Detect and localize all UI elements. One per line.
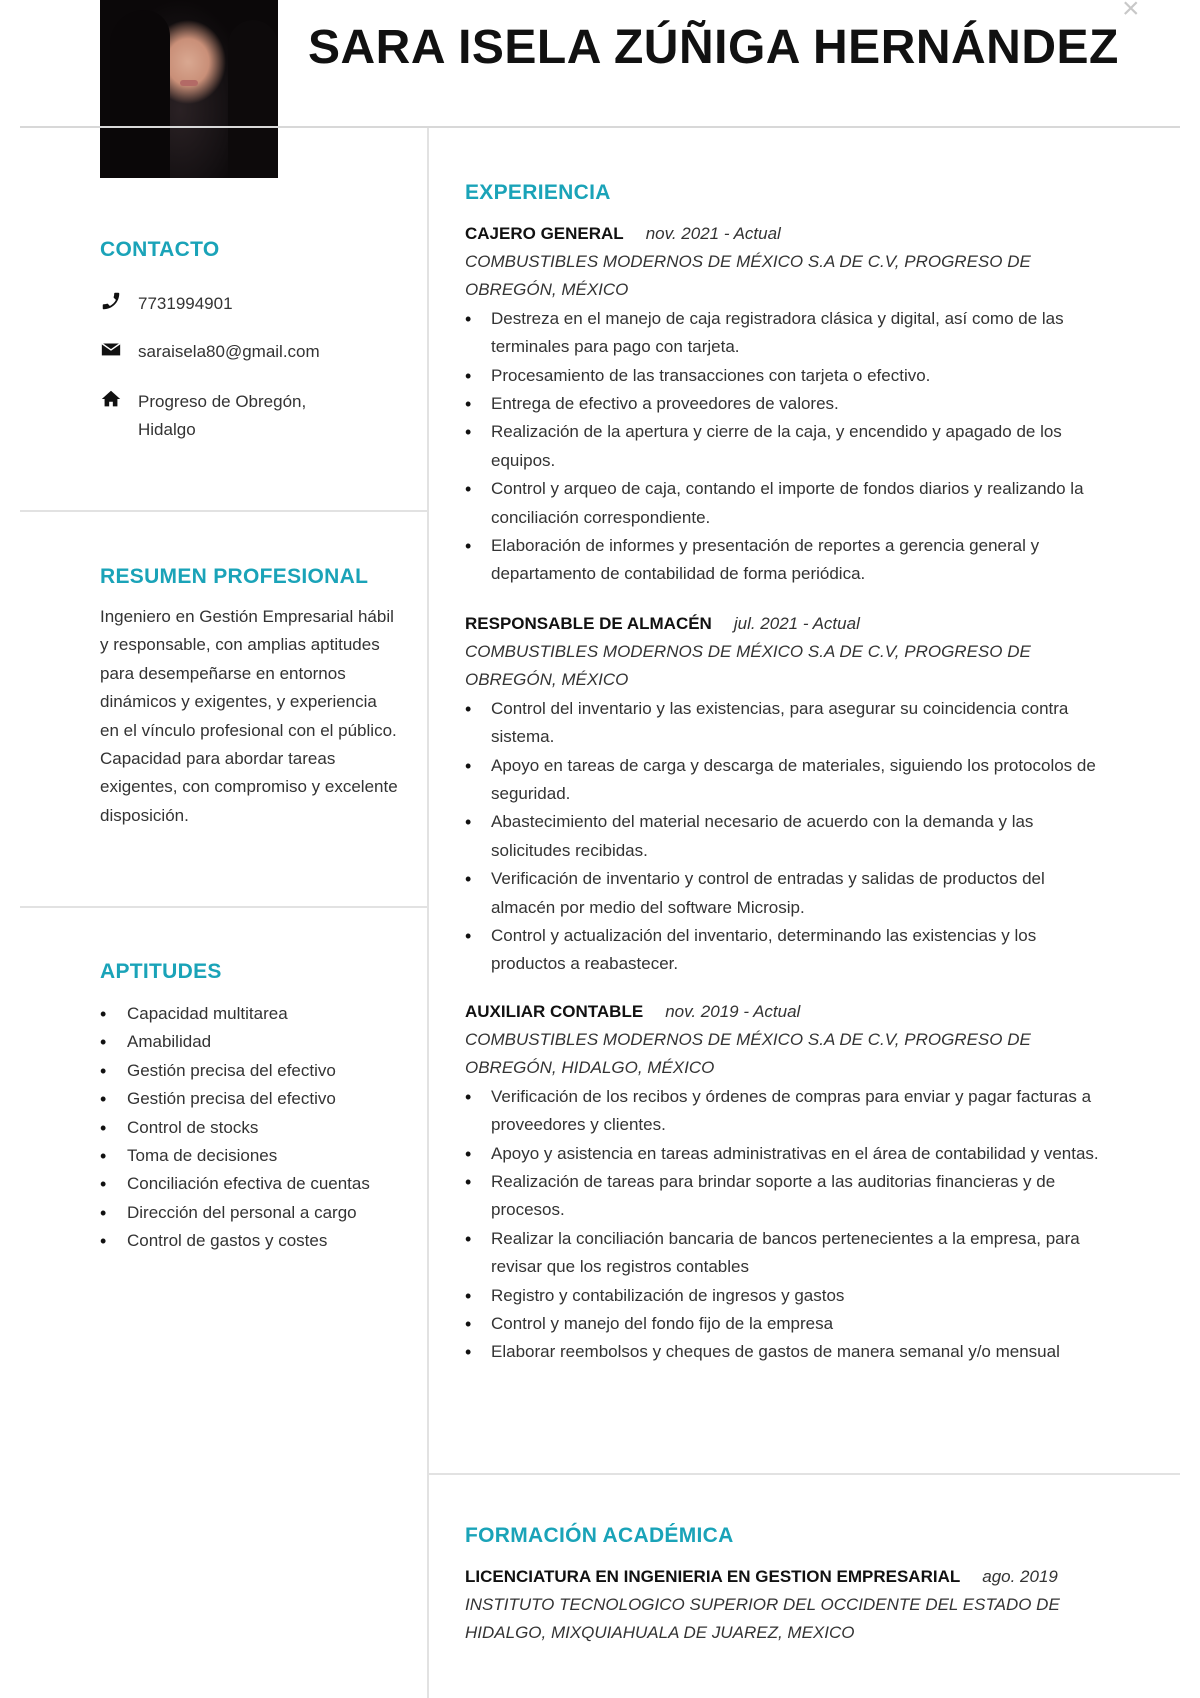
job-date: nov. 2021 - Actual — [645, 224, 781, 243]
list-item: • Elaboración de informes y presentación de reportes a gerencia general y departamento de contabilidad de forma periódica. — [465, 532, 1105, 589]
envelope-icon — [100, 338, 138, 366]
job-role: AUXILIAR CONTABLE — [465, 1002, 644, 1021]
column-divider — [427, 128, 429, 1698]
job-entry — [465, 998, 1105, 1367]
list-item: • Registro y contabilización de ingresos y gastos — [465, 1282, 1105, 1310]
email-address: saraisela80@gmail.com — [138, 342, 320, 361]
job-entry — [465, 610, 1105, 979]
job-entry — [465, 220, 1105, 589]
job-company: COMBUSTIBLES MODERNOS DE MÉXICO S.A DE C.V, PROGRESO DE OBREGÓN, MÉXICO — [465, 642, 1031, 690]
list-item: • Verificación de inventario y control de entradas y salidas de productos del almacén por medio del software Microsip. — [465, 865, 1105, 922]
list-item: • Verificación de los recibos y órdenes de compras para enviar y pagar facturas a proveedores y clientes. — [465, 1083, 1105, 1140]
summary-section-title: RESUMEN PROFESIONAL — [100, 565, 369, 588]
contact-email — [100, 338, 320, 366]
list-item: • Gestión precisa del efectivo — [100, 1057, 400, 1085]
job-date: nov. 2019 - Actual — [665, 1002, 801, 1021]
experience-section-title: EXPERIENCIA — [465, 181, 611, 204]
list-item: • Realización de la apertura y cierre de la caja, y encendido y apagado de los equipos. — [465, 418, 1105, 475]
job-date: jul. 2021 - Actual — [733, 614, 860, 633]
list-item: • Amabilidad — [100, 1028, 400, 1056]
contact-section-title: CONTACTO — [100, 238, 220, 261]
contact-phone — [100, 290, 233, 318]
job-company: COMBUSTIBLES MODERNOS DE MÉXICO S.A DE C.V, PROGRESO DE OBREGÓN, MÉXICO — [465, 252, 1031, 300]
skills-list — [100, 1000, 400, 1256]
section-divider — [429, 1473, 1180, 1475]
header-divider — [20, 126, 1180, 128]
list-item: • Dirección del personal a cargo — [100, 1199, 400, 1227]
list-item: • Control y arqueo de caja, contando el importe de fondos diarios y realizando la conciliación correspondiente. — [465, 475, 1105, 532]
job-company: COMBUSTIBLES MODERNOS DE MÉXICO S.A DE C.V, PROGRESO DE OBREGÓN, HIDALGO, MÉXICO — [465, 1030, 1031, 1078]
job-role: CAJERO GENERAL — [465, 224, 624, 243]
candidate-name: SARA ISELA ZÚÑIGA HERNÁNDEZ — [308, 21, 1119, 74]
list-item: • Abastecimiento del material necesario de acuerdo con la demanda y las solicitudes recibidas. — [465, 808, 1105, 865]
education-entry — [465, 1563, 1105, 1648]
list-item: • Destreza en el manejo de caja registradora clásica y digital, así como de las terminales para pago con tarjeta. — [465, 305, 1105, 362]
list-item: • Control del inventario y las existencias, para asegurar su coincidencia contra sistema. — [465, 695, 1105, 752]
list-item: • Entrega de efectivo a proveedores de valores. — [465, 390, 1105, 418]
degree-date: ago. 2019 — [982, 1567, 1058, 1586]
list-item: • Control y actualización del inventario, determinando las existencias y los productos a reabastecer. — [465, 922, 1105, 979]
list-item: • Capacidad multitarea — [100, 1000, 400, 1028]
list-item: • Apoyo y asistencia en tareas administrativas en el área de contabilidad y ventas. — [465, 1140, 1105, 1168]
section-divider — [20, 510, 427, 512]
list-item: • Control y manejo del fondo fijo de la empresa — [465, 1310, 1105, 1338]
summary-text: Ingeniero en Gestión Empresarial hábil y responsable, con amplias aptitudes para desempeñarse en entornos dinámicos y exigentes, y experiencia en el vínculo profesional con el público. Capacidad para abordar tareas exigentes, con compromiso y excelente disposición. — [100, 607, 398, 825]
list-item: • Procesamiento de las transacciones con tarjeta o efectivo. — [465, 362, 1105, 390]
list-item: • Gestión precisa del efectivo — [100, 1085, 400, 1113]
section-divider — [20, 906, 427, 908]
degree-title: LICENCIATURA EN INGENIERIA EN GESTION EMPRESARIAL — [465, 1567, 961, 1586]
phone-icon — [100, 290, 138, 318]
list-item: • Control de stocks — [100, 1114, 400, 1142]
phone-number: 7731994901 — [138, 294, 233, 313]
list-item: • Realizar la conciliación bancaria de bancos pertenecientes a la empresa, para revisar que los registros contables — [465, 1225, 1105, 1282]
list-item: • Apoyo en tareas de carga y descarga de materiales, siguiendo los protocolos de seguridad. — [465, 752, 1105, 809]
address-line-1: Progreso de Obregón, — [138, 392, 307, 411]
profile-photo — [100, 0, 278, 178]
school-name: INSTITUTO TECNOLOGICO SUPERIOR DEL OCCIDENTE DEL ESTADO DE HIDALGO, MIXQUIAHUALA DE JUAREZ, MEXICO — [465, 1595, 1060, 1643]
close-icon[interactable]: × — [1122, 0, 1140, 25]
list-item: • Elaborar reembolsos y cheques de gastos de manera semanal y/o mensual — [465, 1338, 1105, 1366]
list-item: • Realización de tareas para brindar soporte a las auditorias financieras y de procesos. — [465, 1168, 1105, 1225]
skills-section-title: APTITUDES — [100, 960, 222, 983]
home-icon — [100, 388, 138, 444]
education-section-title: FORMACIÓN ACADÉMICA — [465, 1524, 734, 1547]
address-line-2: Hidalgo — [138, 420, 196, 439]
list-item: • Conciliación efectiva de cuentas — [100, 1170, 400, 1198]
list-item: • Control de gastos y costes — [100, 1227, 400, 1255]
list-item: • Toma de decisiones — [100, 1142, 400, 1170]
job-role: RESPONSABLE DE ALMACÉN — [465, 614, 712, 633]
contact-address — [100, 388, 306, 444]
